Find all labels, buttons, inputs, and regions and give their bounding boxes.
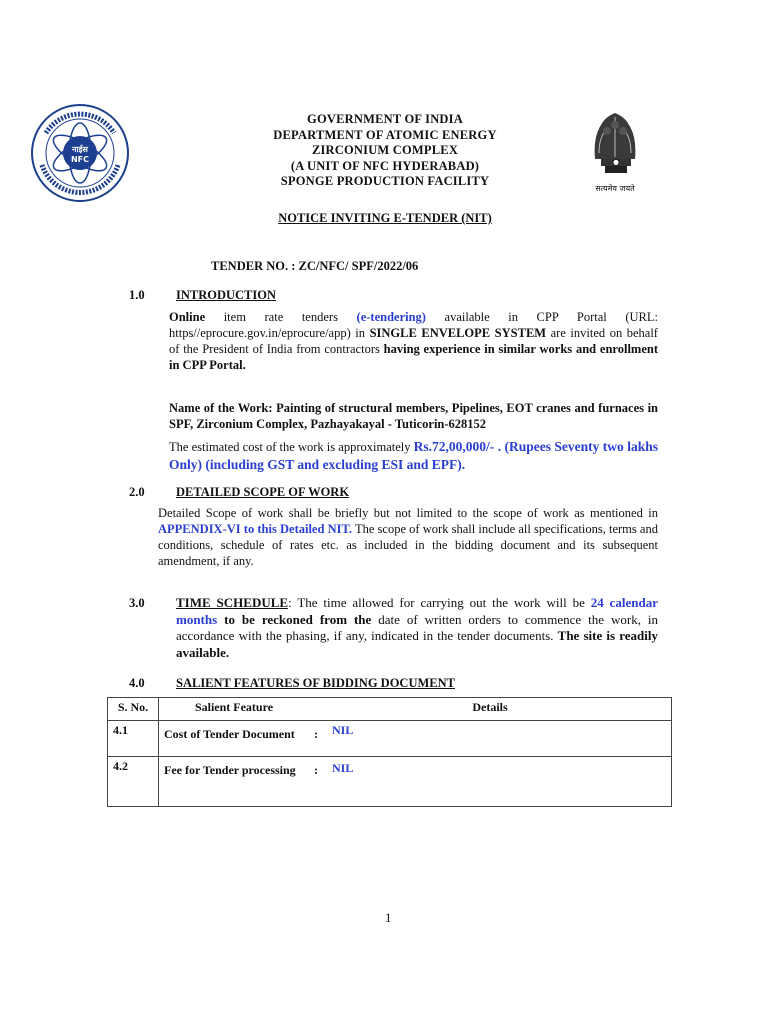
nfc-logo — [30, 103, 130, 203]
section-heading: SALIENT FEATURES OF BIDDING DOCUMENT — [176, 676, 455, 690]
estimated-cost: The estimated cost of the work is approximately Rs.72,00,000/- . (Rupees Seventy two lakhs Only) (including GST and excluding ESI and EPF). — [169, 439, 658, 472]
section-number: 1.0 — [129, 288, 145, 302]
work-name: Name of the Work: Painting of structural members, Pipelines, EOT cranes and furnaces in SPF, Zirconium Complex, Pazhayakayal - Tuticorin-628152 — [169, 401, 658, 431]
svg-text:NFC: NFC — [70, 155, 90, 164]
time-schedule-paragraph: TIME SCHEDULE: The time allowed for carrying out the work will be 24 calendar months to be reckoned from the date of written orders to commence the work, in accordance with the phasing, if any, indicated in the tender documents. The site is readily available. — [176, 595, 658, 660]
table-row — [108, 721, 672, 757]
column-header: Details — [309, 698, 672, 721]
separator: : — [309, 721, 327, 757]
header-line: GOVERNMENT OF INDIA — [307, 112, 463, 126]
row-number: 4.1 — [108, 721, 159, 757]
header-line: DEPARTMENT OF ATOMIC ENERGY — [273, 127, 497, 142]
separator: : — [309, 757, 327, 807]
header-line: (A UNIT OF NFC HYDERABAD) — [290, 158, 480, 173]
emblem-caption: सत्यमेव जयते — [595, 184, 635, 193]
document-header — [230, 112, 540, 190]
section-number: 2.0 — [129, 485, 145, 499]
column-header: S. No. — [108, 698, 159, 721]
feature-cell: Fee for Tender processing — [159, 757, 310, 807]
section-number: 3.0 — [129, 596, 145, 610]
detail-cell: NIL — [327, 757, 672, 807]
salient-features-table — [107, 697, 672, 807]
table-header-row — [108, 698, 672, 721]
detail-cell: NIL — [327, 721, 672, 757]
page-number: 1 — [385, 910, 392, 925]
feature-cell: Cost of Tender Document — [159, 721, 310, 757]
section-heading: DETAILED SCOPE OF WORK — [176, 485, 350, 499]
table-row — [108, 757, 672, 807]
section-number: 4.0 — [129, 676, 145, 690]
header-line: SPONGE PRODUCTION FACILITY — [280, 174, 490, 188]
column-header: Salient Feature — [159, 698, 310, 721]
national-emblem — [585, 103, 645, 195]
tender-number: TENDER NO. : ZC/NFC/ SPF/2022/06 — [211, 259, 419, 273]
intro-paragraph: Online item rate tenders (e-tendering) available in CPP Portal (URL: https//eprocure.gov.in/eprocure/app) in SINGLE ENVELOPE SYSTEM are invited on behalf of the President of India from contractors having experience in similar works and enrollment in CPP Portal. — [169, 310, 659, 372]
row-number: 4.2 — [108, 757, 159, 807]
section-heading: INTRODUCTION — [176, 288, 277, 302]
header-line: ZIRCONIUM COMPLEX — [311, 143, 459, 157]
svg-text:नाईस: नाईस — [72, 145, 88, 154]
document-title: NOTICE INVITING E-TENDER (NIT) — [278, 211, 492, 225]
scope-paragraph: Detailed Scope of work shall be briefly but not limited to the scope of work as mentioned in APPENDIX-VI to this Detailed NIT. The scope of work shall include all specifications, terms and conditions, schedule of rates etc. as included in the bidding document and its subsequent amendment, if any. — [158, 506, 658, 568]
